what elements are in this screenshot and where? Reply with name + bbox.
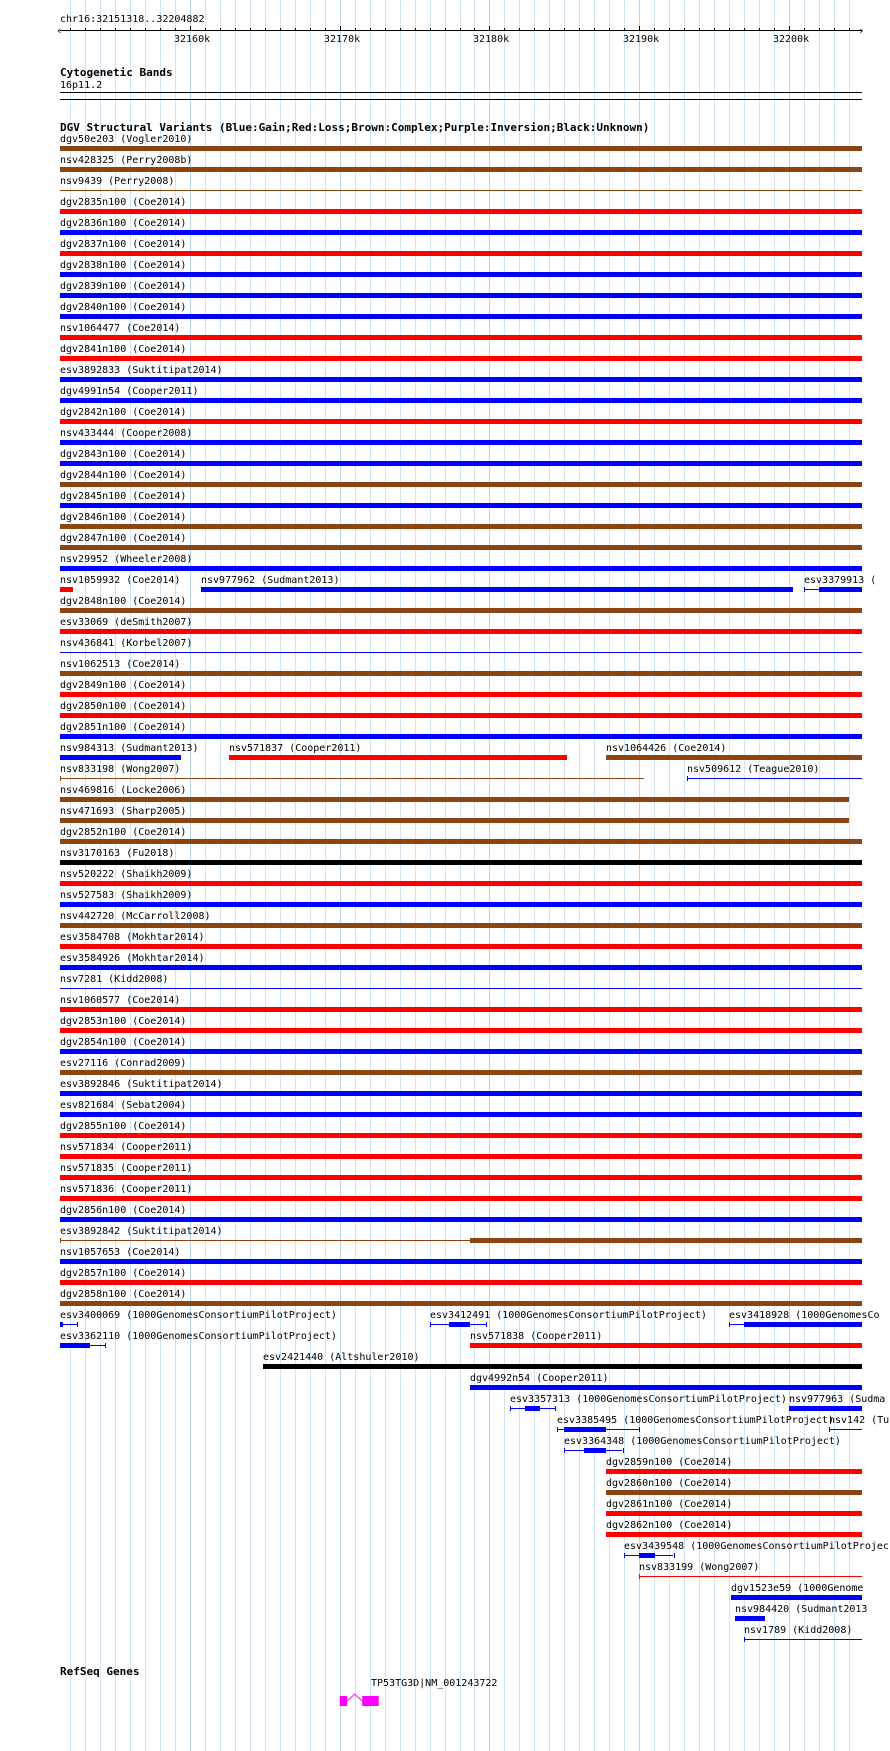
variant-label[interactable]: esv3379913 ( [804,575,877,586]
variant-label[interactable]: nsv469816 (Locke2006) [60,785,187,796]
variant-label[interactable]: dgv2857n100 (Coe2014) [60,1268,187,1279]
grid-line [489,0,490,1751]
variant-bar-gain[interactable] [60,1091,862,1096]
variant-label[interactable]: dgv2835n100 (Coe2014) [60,197,187,208]
cytoband-label: 16p11.2 [60,80,103,91]
variant-bar-gain[interactable] [60,230,862,235]
ruler-major-tick [789,26,790,31]
ruler-minor-tick [265,28,266,31]
variant-bar-loss[interactable] [606,1511,862,1516]
variant-label[interactable]: nsv1062513 (Coe2014) [60,659,181,670]
variant-label[interactable]: nsv520222 (Shaikh2009) [60,869,193,880]
ruler-minor-tick [549,28,550,31]
variant-label[interactable]: nsv29952 (Wheeler2008) [60,554,193,565]
ruler-minor-tick [609,28,610,31]
ruler-major-tick [340,26,341,31]
ruler-minor-tick [564,28,565,31]
grid-line [789,0,790,1751]
variant-label[interactable]: esv3357313 (1000GenomesConsortiumPilotProject) [510,1394,787,1405]
variant-bar-loss[interactable] [60,1007,862,1012]
variant-bar-complex[interactable] [60,818,849,823]
ruler-minor-tick [759,28,760,31]
ruler-minor-tick [280,28,281,31]
ruler-minor-tick [115,28,116,31]
variant-label[interactable]: dgv2842n100 (Coe2014) [60,407,187,418]
variant-label[interactable]: nsv471693 (Sharp2005) [60,806,187,817]
variant-bar-gain[interactable] [735,1616,765,1621]
variant-label[interactable]: esv3892842 (Suktitipat2014) [60,1226,223,1237]
variant-label[interactable]: esv3362110 (1000GenomesConsortiumPilotProject) [60,1331,337,1342]
variant-bar-gain[interactable] [60,293,862,298]
variant-label[interactable]: dgv2848n100 (Coe2014) [60,596,187,607]
variant-whisker-cap [624,1553,625,1558]
grid-line [549,0,550,1751]
gene-exon[interactable] [340,1696,348,1706]
ruler-minor-tick [669,28,670,31]
variant-whisker-cap [60,1238,61,1243]
variant-bar-gain[interactable] [60,755,181,760]
variant-bar-gain[interactable] [60,1343,90,1348]
grid-line [250,0,251,1751]
variant-bar-gain[interactable] [819,587,862,592]
variant-label[interactable]: esv3584708 (Mokhtar2014) [60,932,205,943]
variant-whisker-cap [804,587,805,592]
variant-bar-gain[interactable] [564,1427,606,1432]
ruler-minor-tick [654,28,655,31]
grid-line [295,0,296,1751]
variant-bar-gain[interactable] [525,1406,540,1411]
variant-bar-loss[interactable] [606,1469,862,1474]
variant-whisker-cap [557,1427,558,1432]
variant-whisker-cap [564,1448,565,1453]
variant-label[interactable]: nsv527583 (Shaikh2009) [60,890,193,901]
ruler-minor-tick [445,28,446,31]
variant-whisker-cap [430,1322,431,1327]
variant-whisker-cap [486,1322,487,1327]
variant-bar-complex[interactable] [60,482,862,487]
grid-line [804,0,805,1751]
variant-label[interactable]: dgv2846n100 (Coe2014) [60,512,187,523]
variant-label[interactable]: dgv2854n100 (Coe2014) [60,1037,187,1048]
variant-bar-complex[interactable] [60,524,862,529]
variant-bar-complex[interactable] [60,146,862,151]
variant-bar-complex[interactable] [60,1301,862,1306]
ruler-minor-tick [220,28,221,31]
ruler-minor-tick [370,28,371,31]
ruler-minor-tick [250,28,251,31]
variant-label[interactable]: nsv428325 (Perry2008b) [60,155,193,166]
variant-whisker-cap [639,1427,640,1432]
variant-whisker-cap [623,1448,624,1453]
variant-bar-gain[interactable] [60,902,862,907]
variant-bar-loss[interactable] [60,1133,862,1138]
variant-label[interactable]: esv3412491 (1000GenomesConsortiumPilotProject) [430,1310,707,1321]
variant-label[interactable]: dgv2860n100 (Coe2014) [606,1478,733,1489]
ruler-tick-label: 32170k [324,34,361,45]
grid-line [340,0,341,1751]
variant-label[interactable]: nsv142 (Tu [829,1415,890,1426]
variant-bar-gain[interactable] [829,1429,862,1430]
variant-label[interactable]: dgv2840n100 (Coe2014) [60,302,187,313]
variant-bar-gain[interactable] [60,272,862,277]
variant-bar-gain[interactable] [60,1049,862,1054]
variant-label[interactable]: esv3892833 (Suktitipat2014) [60,365,223,376]
variant-label[interactable]: nsv1064426 (Coe2014) [606,743,727,754]
variant-label[interactable]: nsv977962 (Sudmant2013) [201,575,340,586]
variant-bar-gain[interactable] [60,440,862,445]
gene-model-TP53TG3D[interactable] [0,1688,890,1712]
variant-whisker-cap [674,1553,675,1558]
ruler-minor-tick [774,28,775,31]
variant-label[interactable]: esv821684 (Sebat2004) [60,1100,187,1111]
grid-line [834,0,835,1751]
ruler-minor-tick [325,28,326,31]
variant-bar-gain[interactable] [60,461,862,466]
ruler-minor-tick [699,28,700,31]
variant-bar-gain[interactable] [60,377,862,382]
ruler-minor-tick [310,28,311,31]
grid-line [400,0,401,1751]
variant-label[interactable]: dgv2859n100 (Coe2014) [606,1457,733,1468]
ruler-tick-label: 32160k [174,34,211,45]
variant-label[interactable]: nsv1789 (Kidd2008) [744,1625,853,1636]
variant-bar-loss[interactable] [60,692,862,697]
variant-bar-complex[interactable] [470,1238,862,1243]
variant-bar-loss[interactable] [60,335,862,340]
grid-line [205,0,206,1751]
grid-line [564,0,565,1751]
variant-bar-loss[interactable] [60,356,862,361]
variant-label[interactable]: nsv571835 (Cooper2011) [60,1163,193,1174]
variant-bar-loss[interactable] [60,1175,862,1180]
variant-label[interactable]: dgv2849n100 (Coe2014) [60,680,187,691]
ruler-minor-tick [834,28,835,31]
grid-line [819,0,820,1751]
grid-line [504,0,505,1751]
variant-label[interactable]: nsv571836 (Cooper2011) [60,1184,193,1195]
ruler-minor-tick [534,28,535,31]
variant-bar-complex[interactable] [606,1490,862,1495]
variant-label[interactable]: dgv2862n100 (Coe2014) [606,1520,733,1531]
variant-label[interactable]: nsv571834 (Cooper2011) [60,1142,193,1153]
variant-label[interactable]: esv3364348 (1000GenomesConsortiumPilotProject) [564,1436,841,1447]
variant-label[interactable]: nsv1057653 (Coe2014) [60,1247,181,1258]
variant-label[interactable]: dgv2853n100 (Coe2014) [60,1016,187,1027]
grid-line [474,0,475,1751]
variant-label[interactable]: dgv2858n100 (Coe2014) [60,1289,187,1300]
variant-label[interactable]: nsv833198 (Wong2007) [60,764,181,775]
ruler-minor-tick [355,28,356,31]
grid-line [265,0,266,1751]
variant-label[interactable]: nsv1064477 (Coe2014) [60,323,181,334]
grid-line [744,0,745,1751]
ruler-minor-tick [594,28,595,31]
ruler-minor-tick [460,28,461,31]
variant-label[interactable]: dgv2852n100 (Coe2014) [60,827,187,838]
variant-bar-gain[interactable] [60,1322,63,1327]
variant-label[interactable]: esv3418928 (1000GenomesCo [729,1310,880,1321]
ruler-minor-tick [175,28,176,31]
variant-label[interactable]: dgv2838n100 (Coe2014) [60,260,187,271]
variant-bar-gain[interactable] [470,1385,862,1390]
variant-bar-complex[interactable] [606,755,862,760]
ruler-minor-tick [85,28,86,31]
grid-line [325,0,326,1751]
ruler-major-tick [639,26,640,31]
variant-label[interactable]: nsv436841 (Korbel2007) [60,638,193,649]
variant-label[interactable]: dgv2836n100 (Coe2014) [60,218,187,229]
variant-label[interactable]: nsv571837 (Cooper2011) [229,743,362,754]
ruler-major-tick [190,26,191,31]
ruler-right-arrow: › [858,24,865,37]
grid-line [519,0,520,1751]
variant-whisker-cap [105,1343,106,1348]
ruler-tick-label: 32180k [473,34,510,45]
variant-bar-gain[interactable] [731,1595,862,1600]
variant-label[interactable]: nsv977963 (Sudma [789,1394,886,1405]
variant-label[interactable]: nsv7281 (Kidd2008) [60,974,169,985]
variant-label[interactable]: nsv984420 (Sudmant2013 [735,1604,868,1615]
variant-bar-unknown[interactable] [263,1364,862,1369]
ruler-minor-tick [130,28,131,31]
variant-bar-gain[interactable] [639,1553,655,1558]
variant-bar-gain[interactable] [687,778,862,779]
ruler-minor-tick [235,28,236,31]
variant-whisker-cap [77,1322,78,1327]
cytoband-bar-top [60,92,862,93]
variant-bar-complex[interactable] [60,545,862,550]
variant-label[interactable]: dgv2839n100 (Coe2014) [60,281,187,292]
grid-line [579,0,580,1751]
variant-bar-gain[interactable] [60,314,862,319]
variant-bar-loss[interactable] [60,1196,862,1201]
variant-bar-complex[interactable] [60,671,862,676]
variant-label[interactable]: esv33069 (deSmith2007) [60,617,193,628]
variant-label[interactable]: nsv9439 (Perry2008) [60,176,175,187]
grid-line [385,0,386,1751]
variant-whisker-cap [510,1406,511,1411]
grid-line [235,0,236,1751]
grid-line [415,0,416,1751]
variant-bar-gain[interactable] [201,587,793,592]
variant-bar-gain[interactable] [60,988,862,989]
grid-line [310,0,311,1751]
variant-bar-loss[interactable] [606,1532,862,1537]
ruler-minor-tick [624,28,625,31]
variant-label[interactable]: dgv2845n100 (Coe2014) [60,491,187,502]
variant-label[interactable]: dgv2847n100 (Coe2014) [60,533,187,544]
variant-bar-loss[interactable] [60,944,862,949]
variant-bar-gain[interactable] [60,398,862,403]
variant-whisker-cap [555,1406,556,1411]
ruler-left-arrow: ‹ [56,24,63,37]
variant-label[interactable]: nsv442720 (McCarroll2008) [60,911,211,922]
variant-bar-loss[interactable] [639,1576,862,1577]
variant-label[interactable]: dgv50e203 (Vogler2010) [60,134,193,145]
ruler-minor-tick [400,28,401,31]
ruler-minor-tick [744,28,745,31]
variant-label[interactable]: dgv2861n100 (Coe2014) [606,1499,733,1510]
variant-bar-loss[interactable] [60,1280,862,1285]
ruler-minor-tick [160,28,161,31]
variant-bar-loss[interactable] [60,251,862,256]
grid-line [370,0,371,1751]
variant-label[interactable]: dgv2856n100 (Coe2014) [60,1205,187,1216]
ruler-minor-tick [295,28,296,31]
variant-bar-gain[interactable] [60,1112,862,1117]
grid-line [849,0,850,1751]
variant-label[interactable]: esv3439548 (1000GenomesConsortiumPilotProjec [624,1541,889,1552]
grid-line [534,0,535,1751]
grid-line [445,0,446,1751]
gene-intron [347,1694,362,1701]
ruler-minor-tick [385,28,386,31]
grid-line [774,0,775,1751]
variant-bar-complex[interactable] [60,1070,862,1075]
variant-label[interactable]: nsv833199 (Wong2007) [639,1562,760,1573]
ruler-minor-tick [519,28,520,31]
variant-bar-loss[interactable] [470,1343,862,1348]
variant-label[interactable]: nsv433444 (Cooper2008) [60,428,193,439]
variant-bar-unknown[interactable] [60,860,862,865]
ruler-minor-tick [205,28,206,31]
variant-bar-gain[interactable] [60,734,862,739]
variant-bar-loss[interactable] [60,1028,862,1033]
variant-label[interactable]: dgv2837n100 (Coe2014) [60,239,187,250]
variant-label[interactable]: dgv1523e59 (1000Genome [731,1583,864,1594]
variant-label[interactable]: nsv1060577 (Coe2014) [60,995,181,1006]
variant-label[interactable]: dgv2851n100 (Coe2014) [60,722,187,733]
grid-line [280,0,281,1751]
variant-bar-loss[interactable] [60,1154,862,1159]
ruler-minor-tick [684,28,685,31]
grid-line [759,0,760,1751]
ruler-minor-tick [415,28,416,31]
ruler-tick-label: 32190k [623,34,660,45]
ruler-minor-tick [804,28,805,31]
gene-exon[interactable] [362,1696,379,1706]
variant-bar-gain[interactable] [789,1406,862,1411]
variant-bar-loss[interactable] [60,629,862,634]
grid-line [460,0,461,1751]
variant-bar-gain[interactable] [60,1259,862,1264]
variant-bar-complex[interactable] [60,923,862,928]
variant-label[interactable]: nsv3170163 (Fu2018) [60,848,175,859]
cytoband-bar-bottom [60,99,862,100]
variant-bar-loss[interactable] [60,419,862,424]
cytoband-track-title: Cytogenetic Bands [60,66,173,79]
variant-whisker-cap [729,1322,730,1327]
variant-whisker [60,1240,470,1241]
ruler-minor-tick [430,28,431,31]
variant-bar-complex[interactable] [60,839,862,844]
variant-label[interactable]: dgv2843n100 (Coe2014) [60,449,187,460]
gene-label[interactable]: TP53TG3D|NM_001243722 [371,1678,498,1689]
grid-line [355,0,356,1751]
location-label: chr16:32151318..32204882 [60,14,205,25]
grid-line [220,0,221,1751]
variant-label[interactable]: esv3892846 (Suktitipat2014) [60,1079,223,1090]
variant-bar-gain[interactable] [60,965,862,970]
variant-bar-complex[interactable] [60,797,849,802]
variant-label[interactable]: esv3584926 (Mokhtar2014) [60,953,205,964]
ruler-minor-tick [714,28,715,31]
variant-label[interactable]: dgv2841n100 (Coe2014) [60,344,187,355]
ruler-minor-tick [70,28,71,31]
variant-label[interactable]: dgv2844n100 (Coe2014) [60,470,187,481]
variant-bar-loss[interactable] [60,209,862,214]
variant-label[interactable]: nsv571838 (Cooper2011) [470,1331,603,1342]
grid-line [594,0,595,1751]
variant-label[interactable]: nsv984313 (Sudmant2013) [60,743,199,754]
variant-bar-complex[interactable] [60,167,862,172]
ruler-minor-tick [579,28,580,31]
variant-bar-gain[interactable] [744,1639,862,1640]
variant-label[interactable]: dgv2855n100 (Coe2014) [60,1121,187,1132]
variant-label[interactable]: nsv509612 (Teague2010) [687,764,820,775]
variant-bar-gain[interactable] [60,566,862,571]
variant-bar-loss[interactable] [60,713,862,718]
variant-label[interactable]: dgv2850n100 (Coe2014) [60,701,187,712]
variant-bar-complex[interactable] [60,608,862,613]
ruler-minor-tick [100,28,101,31]
ruler-minor-tick [729,28,730,31]
variant-bar-complex[interactable] [60,190,862,191]
variant-label[interactable]: esv3400069 (1000GenomesConsortiumPilotProject) [60,1310,337,1321]
variant-label[interactable]: dgv4992n54 (Cooper2011) [470,1373,609,1384]
variant-bar-loss[interactable] [60,881,862,886]
variant-label[interactable]: esv27116 (Conrad2009) [60,1058,187,1069]
grid-line [430,0,431,1751]
variant-label[interactable]: esv3385495 (1000GenomesConsortiumPilotProject) [557,1415,834,1426]
variant-bar-complex[interactable] [60,778,644,779]
variant-label[interactable]: nsv1059932 (Coe2014) [60,575,181,586]
refseq-track-title: RefSeq Genes [60,1665,140,1678]
ruler-minor-tick [474,28,475,31]
ruler-axis [60,30,862,31]
ruler-minor-tick [504,28,505,31]
ruler-minor-tick [145,28,146,31]
variant-bar-gain[interactable] [449,1322,470,1327]
dgv-track-title: DGV Structural Variants (Blue:Gain;Red:Loss;Brown:Complex;Purple:Inversion;Black:Unknown) [60,121,650,134]
variant-bar-gain[interactable] [60,1217,862,1222]
variant-bar-loss[interactable] [229,755,567,760]
ruler-minor-tick [819,28,820,31]
variant-bar-loss[interactable] [60,587,73,592]
variant-label[interactable]: dgv4991n54 (Cooper2011) [60,386,199,397]
variant-bar-gain[interactable] [60,503,862,508]
variant-label[interactable]: esv2421440 (Altshuler2010) [263,1352,420,1363]
variant-bar-gain[interactable] [60,652,862,653]
ruler-major-tick [489,26,490,31]
variant-bar-gain[interactable] [744,1322,862,1327]
ruler-minor-tick [849,28,850,31]
variant-bar-gain[interactable] [584,1448,606,1453]
ruler-tick-label: 32200k [773,34,810,45]
